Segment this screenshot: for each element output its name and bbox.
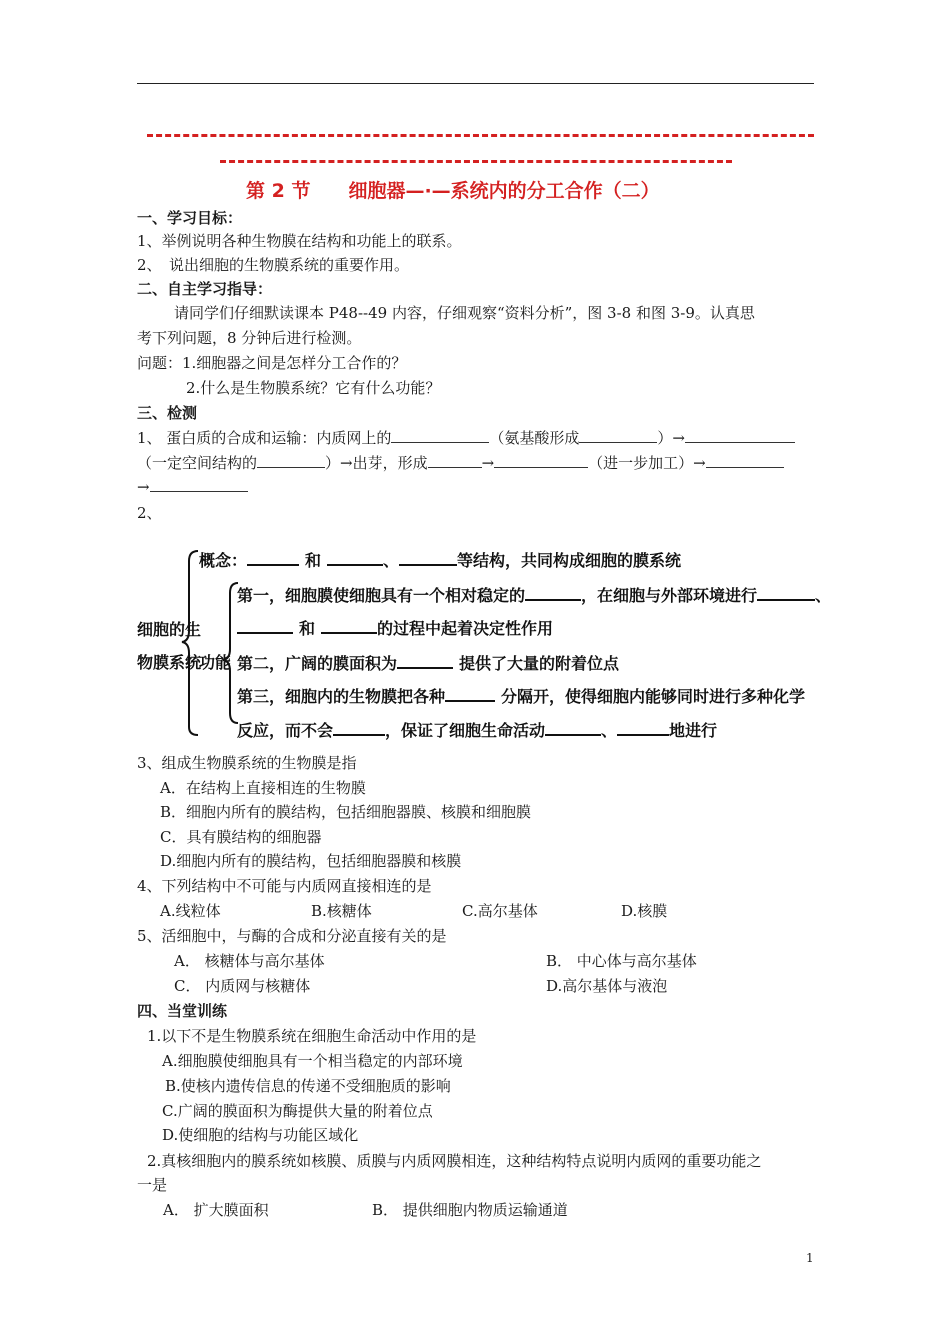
blank[interactable] [494, 453, 588, 468]
check-4-option-a: A.线粒体 [160, 902, 221, 920]
row-4-text-a: 第二，广阔的膜面积为 [237, 654, 398, 673]
row-3-text-a: 和 [299, 619, 316, 638]
blank[interactable] [327, 550, 383, 566]
guide-paragraph-2: 考下列问题，8 分钟后进行检测。 [137, 329, 362, 347]
brace-icon [180, 545, 240, 740]
check-3-option-a: A．在结构上直接相连的生物膜 [160, 779, 366, 797]
blank[interactable] [525, 585, 581, 601]
row-3-text-b: 的过程中起着决定性作用 [377, 619, 554, 638]
page-number: 1 [806, 1251, 814, 1265]
check-1-line-1 [137, 427, 795, 448]
check-3-question: 3、组成生物膜系统的生物膜是指 [137, 754, 357, 772]
check-3-option-c: C．具有膜结构的细胞器 [160, 828, 322, 846]
blank[interactable] [333, 720, 385, 736]
diagram-row-3 [237, 616, 553, 639]
check-5-option-c: C． 内质网与核糖体 [174, 977, 311, 995]
page-title: 第 2 节 细胞器—·—系统内的分工合作（二） [246, 180, 660, 202]
row-4-text-b: 提供了大量的附着位点 [459, 654, 620, 673]
goal-1: 1、举例说明各种生物膜在结构和功能上的联系。 [137, 232, 462, 250]
row-6-text-b: ，保证了细胞生命活动 [385, 721, 546, 740]
training-1-option-b: B.使核内遗传信息的传递不受细胞质的影响 [165, 1077, 451, 1095]
row-6-text-a: 反应，而不会 [237, 721, 334, 740]
blank[interactable] [445, 686, 495, 702]
row-5-text-a: 第三，细胞内的生物膜把各种 [237, 687, 446, 706]
check-1-text-f: → [481, 454, 495, 472]
check-1-line-2 [137, 452, 784, 473]
row-6-text-d: 地进行 [669, 721, 718, 740]
diagram-left-label-1: 细胞的生 [137, 620, 202, 639]
check-3-option-d: D.细胞内所有的膜结构，包括细胞器膜和核膜 [160, 852, 462, 870]
check-4-option-c: C.高尔基体 [462, 902, 538, 920]
check-1-line-3 [137, 477, 248, 496]
blank[interactable] [150, 477, 248, 492]
check-3-option-b: B．细胞内所有的膜结构，包括细胞器膜、核膜和细胞膜 [160, 803, 532, 821]
row-1-text-c: 、 [383, 551, 400, 570]
row-2-text-c: 、 [815, 586, 832, 605]
header-rule [137, 83, 814, 84]
section-heading-1: 一、学习目标： [137, 209, 243, 227]
training-1-option-d: D.使细胞的结构与功能区域化 [162, 1126, 359, 1144]
blank[interactable] [428, 453, 482, 468]
blank[interactable] [545, 720, 601, 736]
blank[interactable] [706, 453, 784, 468]
row-1-text-b: 和 [305, 551, 322, 570]
training-1-question: 1.以下不是生物膜系统在细胞生命活动中作用的是 [147, 1027, 477, 1045]
blank[interactable] [757, 585, 815, 601]
training-2-option-b: B． 提供细胞内物质运输通道 [372, 1201, 568, 1219]
row-2-text-b: ，在细胞与外部环境进行 [581, 586, 758, 605]
training-1-option-c: C.广阔的膜面积为酶提供大量的附着位点 [162, 1102, 433, 1120]
row-5-text-b: 分隔开，使得细胞内能够同时进行多种化学 [501, 687, 806, 706]
row-6-text-c: 、 [601, 721, 618, 740]
diagram-row-6 [237, 718, 717, 741]
blank[interactable] [257, 453, 325, 468]
blank[interactable] [247, 550, 299, 566]
row-1-text-a: 概念： [199, 551, 248, 570]
section-heading-2: 二、自主学习指导： [137, 280, 273, 298]
diagram-function-label: 功能 [199, 653, 232, 672]
guide-paragraph-1: 请同学们仔细默读课本 P48--49 内容，仔细观察“资料分析”，图 3-8 和图 3-9。认真思 [174, 304, 755, 322]
check-5-option-a: A． 核糖体与高尔基体 [174, 952, 325, 970]
blank[interactable] [685, 428, 795, 443]
check-1-text-c: ）→ [657, 429, 685, 447]
row-2-text-a: 第一，细胞膜使细胞具有一个相对稳定的 [237, 586, 526, 605]
diagram-row-1 [199, 548, 681, 571]
check-5-option-d: D.高尔基体与液泡 [546, 977, 668, 995]
blank[interactable] [321, 618, 377, 634]
question-1: 问题：1.细胞器之间是怎样分工合作的？ [137, 354, 407, 372]
check-5-question: 5、活细胞中，与酶的合成和分泌直接有关的是 [137, 927, 447, 945]
check-1-text-h: → [137, 478, 150, 496]
diagram-left-label-2: 物膜系统 [137, 653, 202, 672]
section-heading-4: 四、当堂训练 [137, 1002, 228, 1020]
red-dash-line-2 [220, 160, 732, 163]
diagram-row-5 [237, 684, 805, 707]
blank[interactable] [391, 428, 489, 443]
question-2: 2.什么是生物膜系统？它有什么功能？ [186, 379, 441, 397]
check-5-option-b: B． 中心体与高尔基体 [546, 952, 697, 970]
row-1-text-d: 等结构，共同构成细胞的膜系统 [457, 551, 682, 570]
check-1-text-d: （一定空间结构的 [137, 454, 258, 472]
blank[interactable] [617, 720, 669, 736]
check-4-question: 4、下列结构中不可能与内质网直接相连的是 [137, 877, 432, 895]
blank[interactable] [579, 428, 657, 443]
goal-2: 2、 说出细胞的生物膜系统的重要作用。 [137, 256, 410, 274]
blank[interactable] [397, 653, 453, 669]
check-4-option-d: D.核膜 [621, 902, 668, 920]
blank[interactable] [237, 618, 293, 634]
check-1-text-e: ）→出芽，形成 [325, 454, 428, 472]
training-1-option-a: A.细胞膜使细胞具有一个相当稳定的内部环境 [162, 1052, 463, 1070]
training-2-option-a: A． 扩大膜面积 [163, 1201, 269, 1219]
blank[interactable] [399, 550, 457, 566]
check-1-text-b: （氨基酸形成 [489, 429, 580, 447]
diagram-row-2 [237, 583, 831, 606]
check-2-label: 2、 [137, 504, 162, 522]
red-dash-line-1 [147, 134, 814, 137]
check-1-text-g: （进一步加工）→ [588, 454, 706, 472]
training-2-question-line-1: 2.真核细胞内的膜系统如核膜、质膜与内质网膜相连，这种结构特点说明内质网的重要功能之 [147, 1152, 762, 1170]
diagram-row-4 [237, 651, 619, 674]
section-heading-3: 三、检测 [137, 404, 198, 422]
training-2-question-line-2: 一是 [137, 1176, 168, 1194]
check-1-text-a: 1、 蛋白质的合成和运输：内质网上的 [137, 429, 392, 447]
check-4-option-b: B.核糖体 [311, 902, 372, 920]
